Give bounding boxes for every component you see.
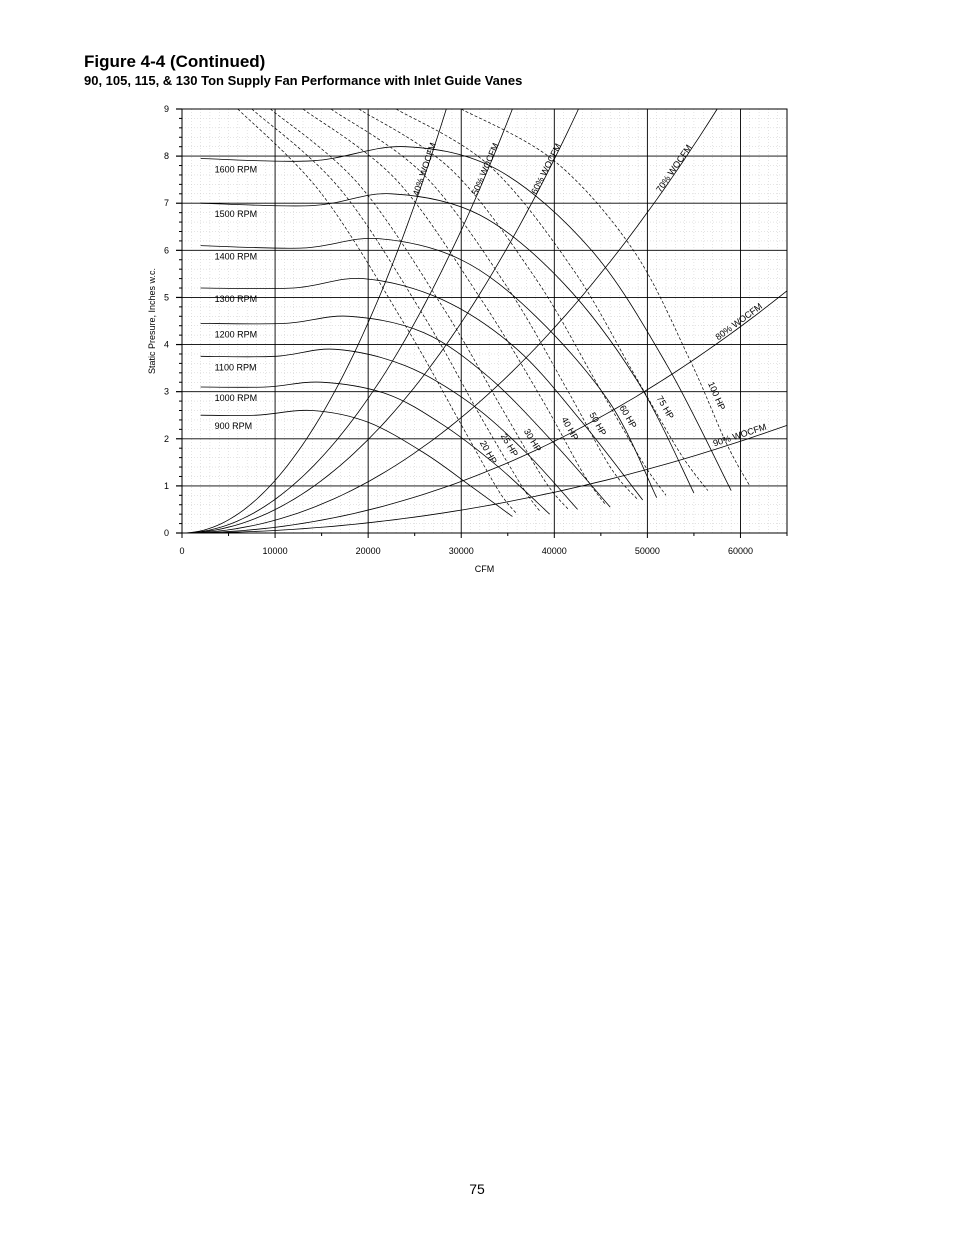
rpm-label-1200-rpm: 1200 RPM xyxy=(214,329,258,340)
x-tick-label: 0 xyxy=(179,546,185,556)
rpm-curves xyxy=(201,147,732,517)
y-tick-label: 7 xyxy=(163,198,169,209)
wocfm-curve-80pct-wocfm xyxy=(182,291,787,533)
y-tick-label: 5 xyxy=(163,292,169,303)
rpm-label-1000-rpm: 1000 RPM xyxy=(214,392,258,403)
figure-title: Figure 4-4 (Continued) xyxy=(84,52,266,71)
hp-label-40-hp: 40 HP xyxy=(559,415,581,442)
hp-label-50-hp: 50 HP xyxy=(587,410,609,438)
wocfm-label-70pct-wocfm: 70% WOCFM xyxy=(654,142,694,195)
x-tick-label: 30000 xyxy=(448,546,474,556)
x-tick-label: 10000 xyxy=(262,546,288,556)
wocfm-label-90pct-wocfm: 90% WOCFM xyxy=(711,421,768,449)
hp-label-100-hp: 100 HP xyxy=(706,380,728,412)
fan-performance-chart xyxy=(0,0,954,600)
hp-label-25-hp: 25 HP xyxy=(498,431,521,459)
y-tick-label: 9 xyxy=(163,104,169,114)
rpm-label-1600-rpm: 1600 RPM xyxy=(214,164,258,175)
wocfm-label-60pct-wocfm: 60% WOCFM xyxy=(529,141,564,196)
wocfm-curve-70pct-wocfm xyxy=(182,109,717,533)
rpm-label-900-rpm: 900 RPM xyxy=(214,421,253,432)
y-tick-label: 8 xyxy=(163,151,169,162)
y-tick-label: 0 xyxy=(163,528,169,538)
rpm-label-1400-rpm: 1400 RPM xyxy=(214,251,258,262)
curve-labels xyxy=(215,141,768,465)
x-tick-label: 60000 xyxy=(727,546,753,556)
x-tick-label: 50000 xyxy=(634,546,660,556)
hp-label-30-hp: 30 HP xyxy=(521,426,544,454)
y-tick-label: 6 xyxy=(163,245,169,256)
wocfm-label-80pct-wocfm: 80% WOCFM xyxy=(713,301,765,343)
rpm-label-1100-rpm: 1100 RPM xyxy=(214,362,257,373)
wocfm-label-40pct-wocfm: 40% WOCFM xyxy=(410,141,439,198)
y-tick-label: 3 xyxy=(163,386,169,397)
hp-label-20-hp: 20 HP xyxy=(477,438,499,466)
rpm-label-1500-rpm: 1500 RPM xyxy=(214,209,258,220)
x-tick-label: 40000 xyxy=(541,546,567,556)
y-tick-label: 1 xyxy=(163,480,169,491)
rpm-curve-1300-rpm xyxy=(201,278,643,500)
wocfm-label-50pct-wocfm: 50% WOCFM xyxy=(469,141,501,197)
hp-label-75-hp: 75 HP xyxy=(654,394,676,421)
x-tick-label: 20000 xyxy=(355,546,381,556)
y-tick-label: 4 xyxy=(163,339,169,350)
y-tick-label: 2 xyxy=(163,433,169,444)
hp-curve-60-hp xyxy=(359,109,666,495)
rpm-label-1300-rpm: 1300 RPM xyxy=(214,294,258,305)
page-number: 75 xyxy=(469,1181,485,1197)
hp-label-60-hp: 60 HP xyxy=(617,403,639,431)
figure-subtitle: 90, 105, 115, & 130 Ton Supply Fan Performance with Inlet Guide Vanes xyxy=(84,73,523,88)
y-axis-label: Static Presure, Inches w.c. xyxy=(147,267,157,375)
x-axis-label: CFM xyxy=(474,564,495,574)
